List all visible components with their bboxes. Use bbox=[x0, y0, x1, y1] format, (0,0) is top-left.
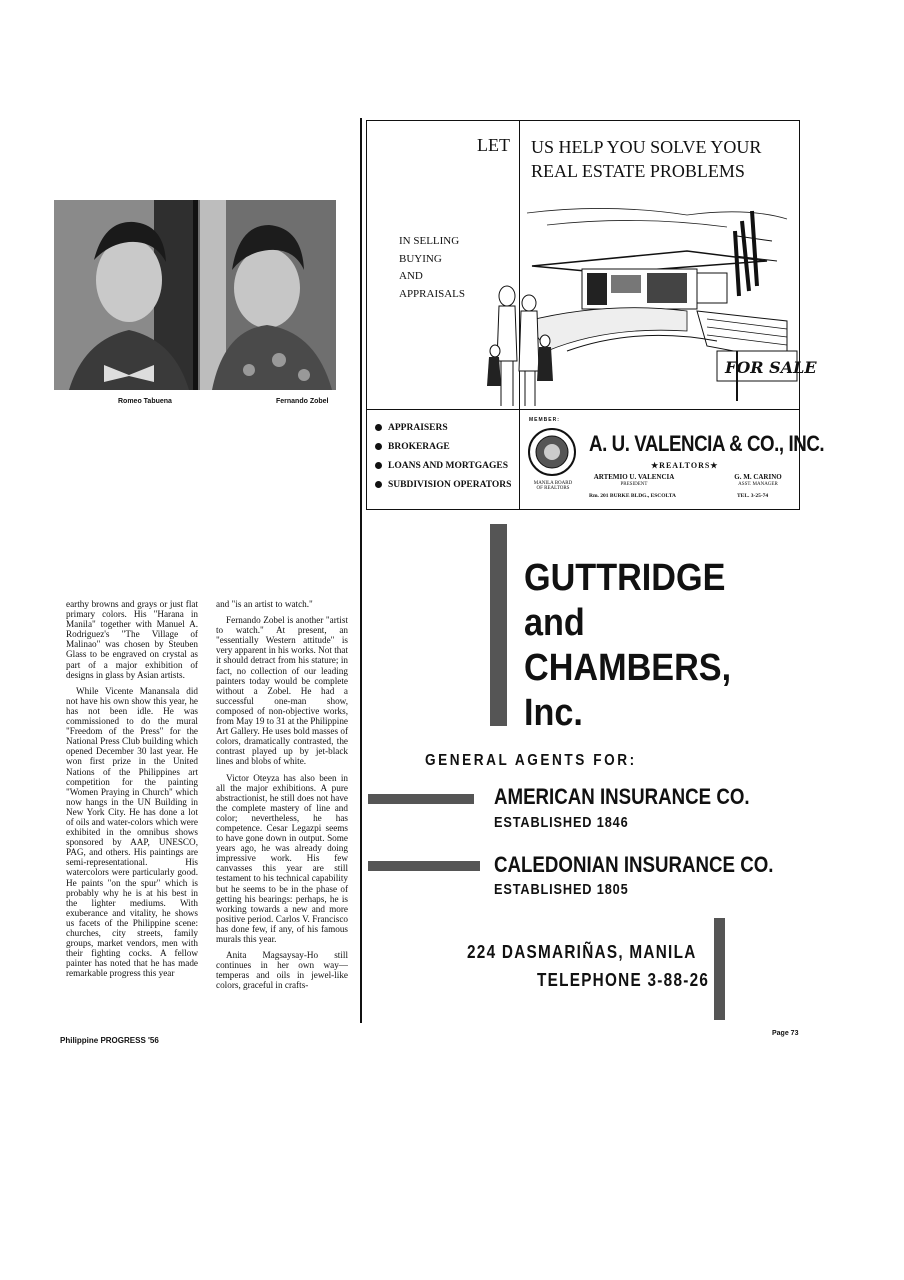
services-list bbox=[375, 419, 511, 495]
valencia-advertisement bbox=[366, 120, 825, 510]
list-item: AND bbox=[399, 270, 423, 282]
board-line-2: OF REALTORS bbox=[536, 486, 570, 491]
member-label: MEMBER: bbox=[529, 417, 560, 423]
guttridge-address: 224 DASMARIÑAS, MANILA bbox=[467, 942, 697, 962]
service-item bbox=[375, 476, 511, 495]
guttridge-title bbox=[524, 556, 731, 736]
title-line: Inc. bbox=[524, 692, 583, 734]
column-divider bbox=[360, 118, 362, 1023]
article-column-1 bbox=[66, 599, 198, 984]
service-label: BROKERAGE bbox=[388, 442, 450, 452]
office-telephone: TEL. 3-25-74 bbox=[737, 493, 769, 499]
service-item bbox=[375, 438, 511, 457]
bullet-icon bbox=[375, 462, 382, 469]
divider bbox=[367, 409, 799, 410]
paragraph: Victor Oteyza has also been in all the major exhibitions. A pure abstractionist, he still does not have the complete mastery of line and color; nevertheless, he has competence. Cesar Legazpi seems to have gone down in output. Some years ago, he was already doing impressive work. His few canvasses this year are still testament to his technical capability but he seems to be in the phase of getting his bearings: perhaps, he is working towards a new and more positive period. Carlos V. Francisco has done few, if any, of his famous murals this year. bbox=[216, 772, 348, 944]
realtors-label: ★REALTORS★ bbox=[651, 461, 719, 470]
paragraph: earthy browns and grays or just flat primary colors. His "Harana in Manila" together with Manuel A. Rodriguez's "The Village of Malinao" was chosen by Steuben Glass to be engraved on crystal as part of a major exhibition of designs in glass by Asian artists. bbox=[66, 599, 198, 680]
ad-headline bbox=[531, 135, 761, 183]
insurer-established: ESTABLISHED 1805 bbox=[494, 881, 629, 898]
decorative-bar bbox=[714, 918, 725, 1020]
title-line: and bbox=[524, 602, 585, 644]
title-line: GUTTRIDGE bbox=[524, 557, 726, 599]
list-item: APPRAISALS bbox=[399, 287, 466, 300]
decorative-bar bbox=[490, 524, 507, 726]
president-name: ARTEMIO U. VALENCIA bbox=[593, 473, 675, 481]
guttridge-telephone: TELEPHONE 3-88-26 bbox=[537, 970, 710, 990]
company-name: A. U. VALENCIA & CO., INC. bbox=[589, 431, 825, 456]
manager bbox=[723, 474, 793, 488]
bullet-icon bbox=[375, 443, 382, 450]
ad-let: LET bbox=[477, 135, 510, 155]
insurer-name: CALEDONIAN INSURANCE CO. bbox=[494, 852, 774, 877]
service-label: SUBDIVISION OPERATORS bbox=[388, 480, 512, 490]
manager-name: G. M. CARINO bbox=[734, 473, 782, 481]
headline-line-2: REAL ESTATE PROBLEMS bbox=[531, 161, 745, 181]
manager-title: ASST. MANAGER bbox=[738, 482, 778, 487]
decorative-bar bbox=[368, 861, 480, 871]
board-caption bbox=[527, 481, 579, 491]
decorative-bar bbox=[368, 794, 474, 804]
president-title: PRESIDENT bbox=[620, 482, 648, 487]
paragraph: While Vicente Manansala did not have his own show this year, he has not been idle. He was commissioned to do the mural "Freedom of the Press" for the National Press Club building which opened December 30 last year. He won first prize in the United Nations of the Philippines art competition for the painting "Women Praying in Church" which now hangs in the UN Building in New York City. He has done a lot of oils and water-colors which were exhibited in the omnibus shows sponsored by AAP, UNESCO, PAG, and others. His paintings are semi-representational. His watercolors were particularly good. He paints "on the spur" which is probably why he is at his best in the lighter mediums. With exuberance and vitality, he shows us facets of the Philippine scene: churches, city streets, family groups, market vendors, men with their fighting cocks. A fellow painter has noted that he has made remarkable progress this year bbox=[66, 685, 198, 979]
insurer-established: ESTABLISHED 1846 bbox=[494, 814, 629, 831]
house-illustration bbox=[487, 201, 817, 409]
service-item bbox=[375, 419, 511, 438]
bullet-icon bbox=[375, 424, 382, 431]
artist-photos-image bbox=[54, 200, 336, 390]
realtors-seal-icon bbox=[527, 427, 577, 477]
paragraph: Anita Magsaysay-Ho still continues in her own way—temperas and oils in jewel-like colors, graceful in crafts- bbox=[216, 950, 348, 991]
artist-photos bbox=[54, 200, 336, 390]
page-number: Page 73 bbox=[772, 1030, 799, 1037]
service-item bbox=[375, 457, 511, 476]
magazine-footer: Philippine PROGRESS '56 bbox=[60, 1036, 159, 1045]
office-address: Rm. 201 BURKE BLDG., ESCOLTA bbox=[589, 493, 676, 499]
board-line-1: MANILA BOARD bbox=[533, 481, 573, 486]
paragraph: Fernando Zobel is another "artist to watch." At present, an "essentially Western attitude" is very apparent in his works. Not that it should detract from his stature; in fact, no collection of our leading painters today would be complete without a Zobel. He had a successful one-man show, composed of non-objective works, from May 19 to 31 at the Philippine Art Gallery. He uses bold masses of colors, dramatically contrasted, the contrast played up by jet-black lines and blobs of white. bbox=[216, 615, 348, 767]
headline-line-1: US HELP YOU SOLVE YOUR bbox=[531, 137, 762, 157]
bullet-icon bbox=[375, 481, 382, 488]
article-column-2 bbox=[216, 599, 348, 996]
service-label: APPRAISERS bbox=[388, 423, 448, 433]
for-sale-sign: FOR SALE bbox=[725, 358, 817, 377]
divider bbox=[519, 409, 520, 509]
president bbox=[589, 474, 679, 488]
insurer-name: AMERICAN INSURANCE CO. bbox=[494, 784, 750, 809]
list-item: IN SELLING bbox=[399, 235, 460, 247]
service-label: LOANS AND MORTGAGES bbox=[388, 461, 509, 471]
title-line: CHAMBERS, bbox=[524, 647, 732, 689]
caption-left: Romeo Tabuena bbox=[118, 398, 172, 405]
selling-list bbox=[399, 233, 465, 303]
paragraph: and "is an artist to watch." bbox=[216, 599, 313, 609]
general-agents-heading: GENERAL AGENTS FOR: bbox=[425, 752, 637, 769]
list-item: BUYING bbox=[399, 252, 442, 265]
caption-right: Fernando Zobel bbox=[276, 398, 329, 405]
